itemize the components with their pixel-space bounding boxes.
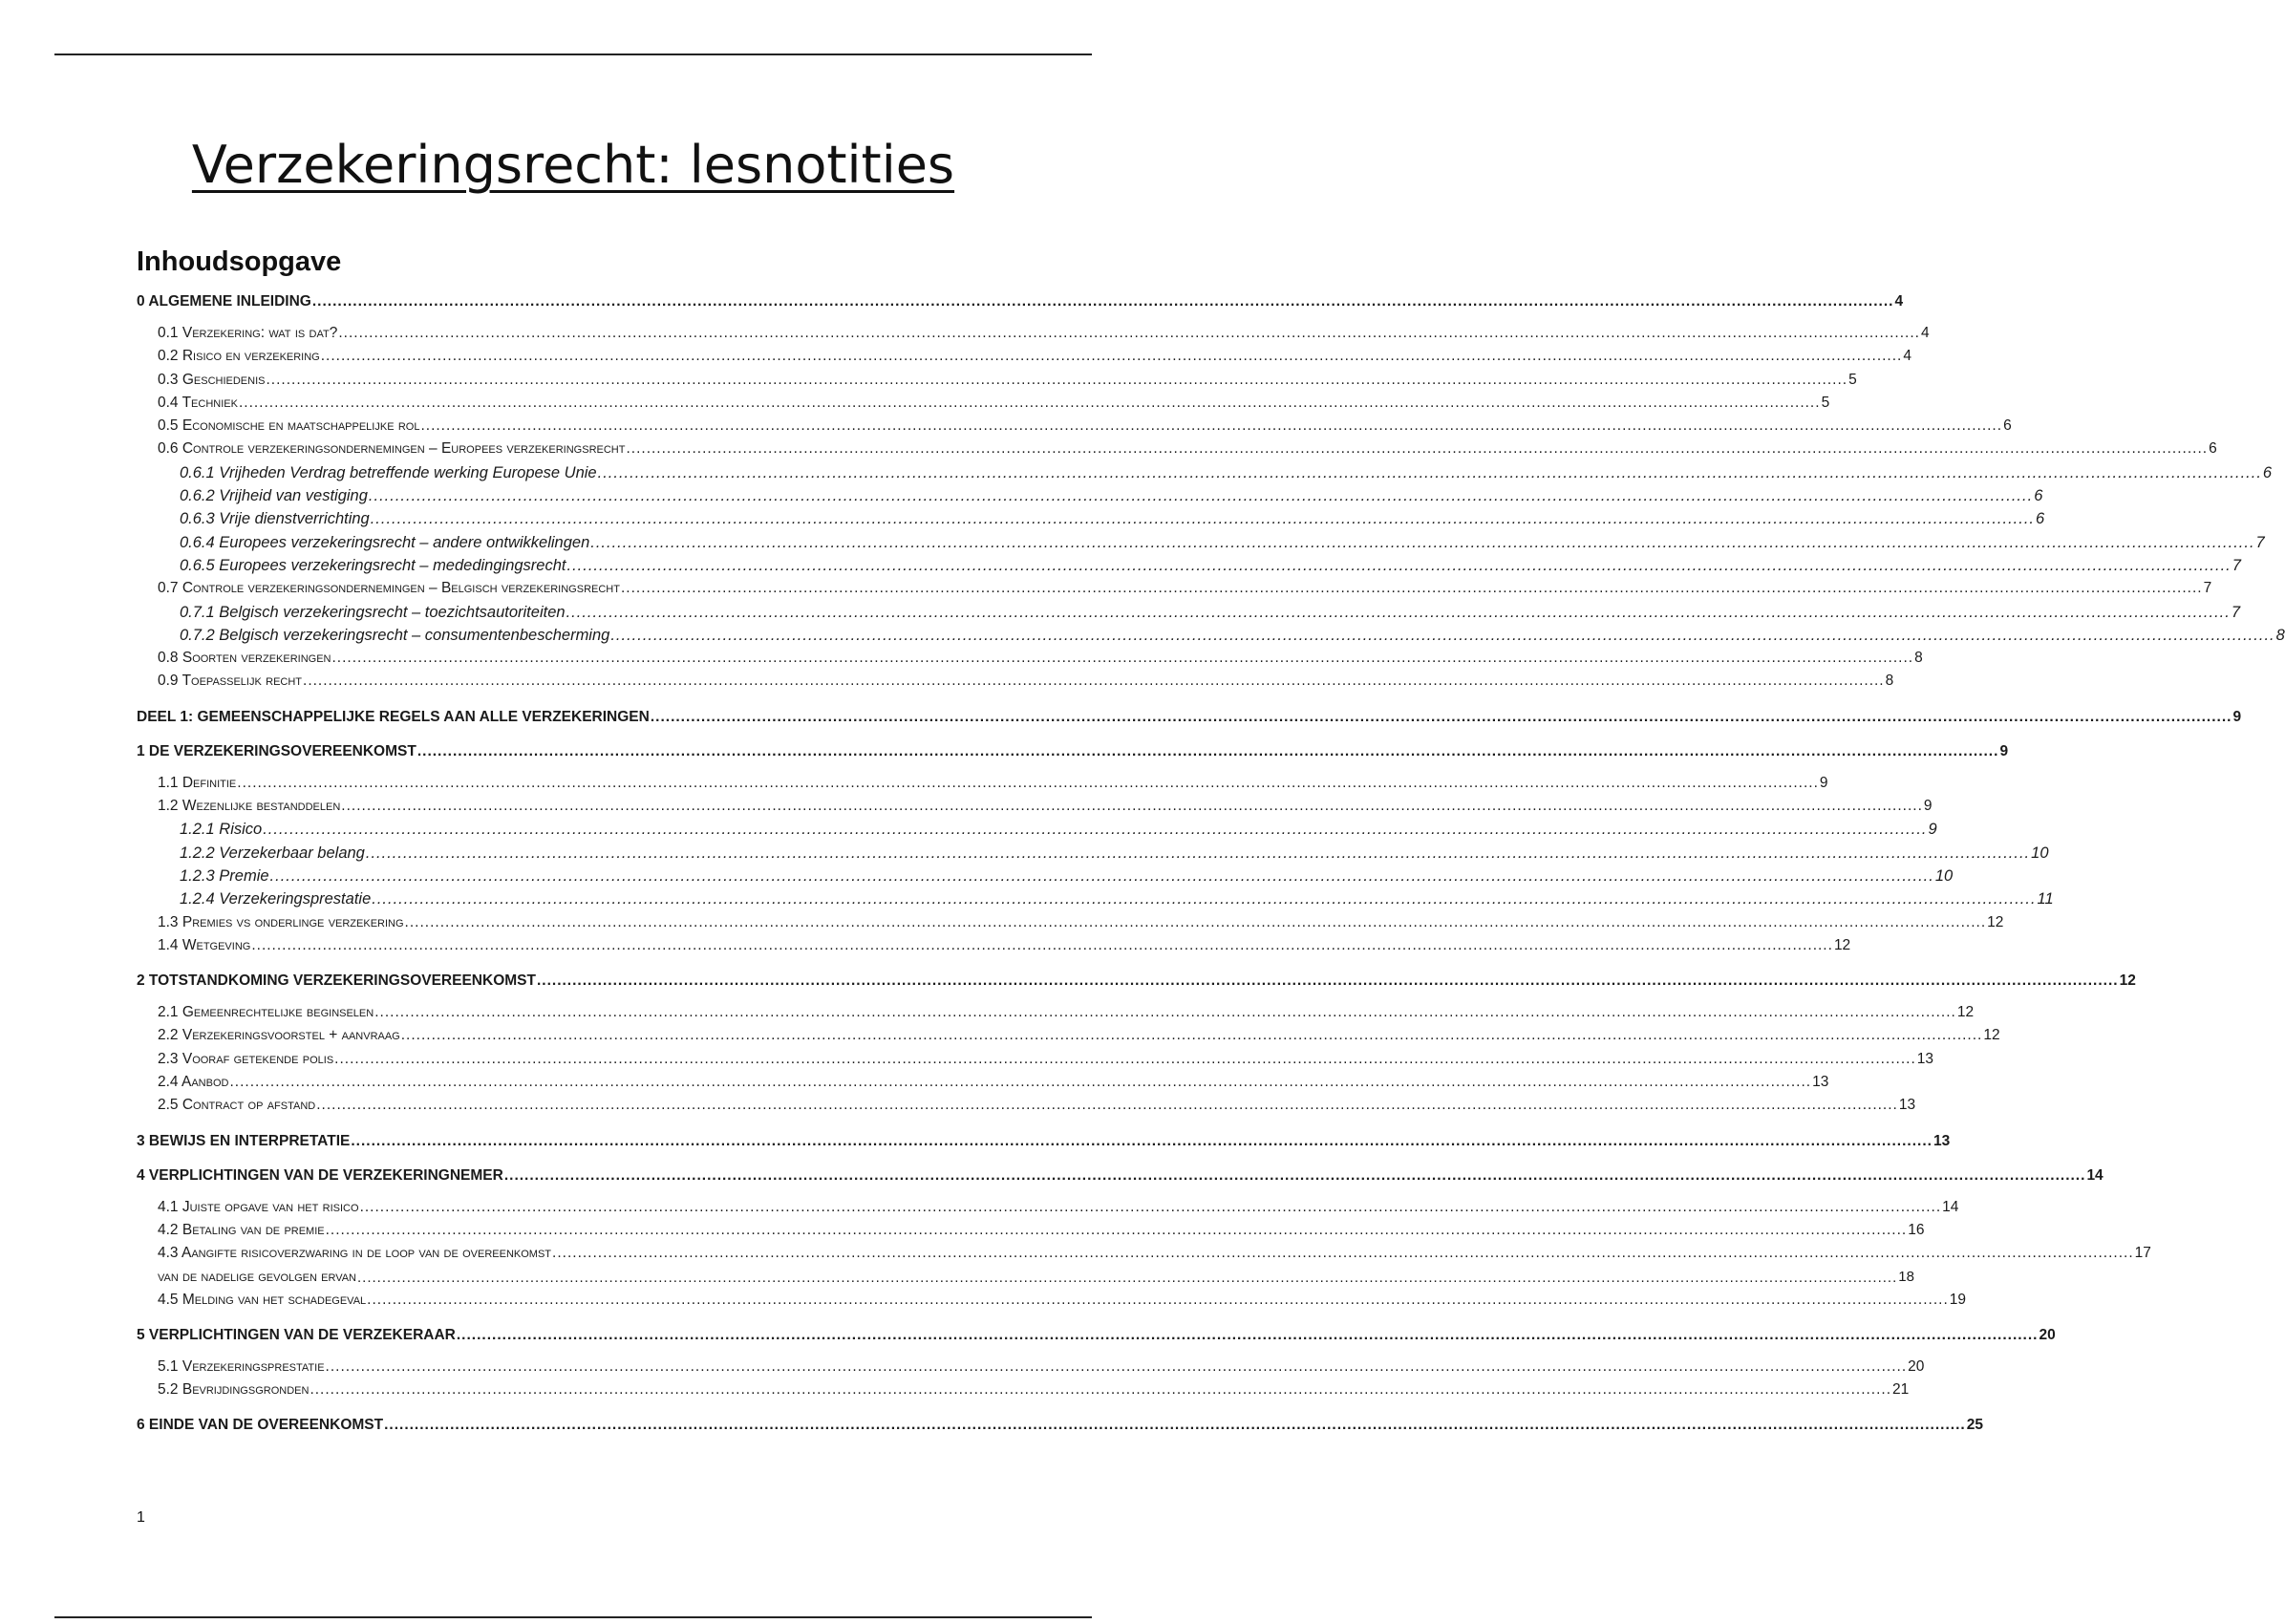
toc-entry[interactable] — [137, 601, 2241, 624]
dot-leader — [457, 1325, 2039, 1346]
dot-leader — [316, 1094, 1898, 1117]
toc-entry-label: 0.8 Soorten verzekeringen — [158, 650, 331, 667]
toc-entry-page: 21 — [1892, 1381, 1910, 1399]
toc-entry-label: DEEL 1: GEMEENSCHAPPELIJKE REGELS AAN ALLE VERZEKERINGEN — [137, 708, 650, 725]
toc-entry[interactable] — [137, 1266, 1914, 1289]
dot-leader — [598, 461, 2262, 484]
dot-leader — [303, 670, 1885, 693]
toc-entry-page: 18 — [1898, 1268, 1914, 1285]
toc-entry-page: 13 — [1812, 1074, 1829, 1091]
toc-entry-label: 5.1 Verzekeringsprestatie — [158, 1357, 325, 1375]
toc-entry-page: 20 — [2039, 1326, 2056, 1343]
dot-leader — [360, 1196, 1942, 1219]
dot-leader — [338, 322, 1920, 345]
toc-entry-label: 0.1 Verzekering: wat is dat? — [158, 325, 338, 341]
dot-leader — [420, 415, 2002, 438]
toc-entry-label: 0.6.2 Vrijheid van vestiging — [180, 487, 368, 505]
toc-entry[interactable] — [137, 345, 1911, 368]
dot-leader — [266, 369, 1847, 392]
toc-entry-label: 5 VERPLICHTINGEN VAN DE VERZEKERAAR — [137, 1326, 456, 1343]
dot-leader — [371, 507, 2035, 530]
toc-entry-page: 5 — [1848, 371, 1857, 388]
dot-leader — [610, 624, 2274, 647]
document-title: Verzekeringsrecht: lesnotities — [191, 135, 955, 195]
dot-leader — [621, 577, 2203, 600]
toc-entry-page: 6 — [2262, 463, 2273, 481]
toc-entry-label: 1.2.4 Verzekeringsprestatie — [180, 890, 372, 908]
toc-entry-label: 0.7.2 Belgisch verzekeringsrecht – consumentenbescherming — [180, 626, 610, 644]
dot-leader — [270, 865, 1934, 887]
dot-leader — [590, 531, 2254, 554]
dot-leader — [366, 842, 2030, 865]
toc-entry-page: 4 — [1894, 293, 1904, 310]
toc-entry-page: 16 — [1908, 1221, 1925, 1238]
toc-entry-label: 1.2.2 Verzekerbaar belang — [180, 844, 365, 862]
toc-entry-label: 0.6.3 Vrije dienstverrichting — [180, 510, 370, 528]
toc-entry[interactable] — [137, 507, 2045, 530]
toc-entry-label: 0.6 Controle verzekeringsondernemingen – Europees verzekeringsrecht — [158, 440, 626, 458]
toc-entry[interactable] — [137, 911, 2004, 934]
toc-entry-page: 9 — [1999, 742, 2009, 759]
toc-entry[interactable] — [137, 322, 1930, 345]
toc-entry[interactable] — [137, 772, 1828, 795]
toc-entry-page: 5 — [1821, 394, 1830, 411]
toc-entry-label: 5.2 Bevrijdingsgronden — [158, 1381, 310, 1399]
toc-entry-label: 6 EINDE VAN DE OVEREENKOMST — [137, 1417, 384, 1434]
toc-entry-label: 1.1 Definitie — [158, 774, 237, 791]
toc-entry[interactable] — [137, 795, 1933, 818]
toc-entry-page: 8 — [1914, 650, 1923, 667]
toc-entry[interactable] — [137, 647, 1923, 670]
toc-entry[interactable] — [137, 392, 1830, 415]
toc-entry-page: 9 — [1819, 774, 1828, 791]
toc-entry[interactable] — [137, 461, 2273, 484]
toc-entry[interactable] — [137, 624, 2285, 647]
toc-entry-label: 2.1 Gemeenrechtelijke beginselen — [158, 1004, 374, 1021]
toc-entry-page: 4 — [1903, 348, 1911, 365]
dot-leader — [263, 818, 1927, 841]
page-number: 1 — [137, 1509, 145, 1526]
toc-entry[interactable] — [137, 1219, 1925, 1242]
toc-entry-label: 1.3 Premies vs onderlinge verzekering — [158, 913, 404, 930]
dot-leader — [566, 601, 2231, 624]
toc-entry-label: 2.5 Contract op afstand — [158, 1097, 316, 1114]
toc-entry[interactable] — [137, 1242, 2151, 1265]
toc-heading: Inhoudsopgave — [137, 246, 342, 277]
toc-entry[interactable] — [137, 1094, 1916, 1117]
header-rule — [54, 53, 1092, 55]
toc-entry[interactable] — [137, 741, 2009, 762]
dot-leader — [237, 772, 1819, 795]
dot-leader — [367, 1289, 1949, 1312]
toc-entry[interactable] — [137, 1196, 1959, 1219]
toc-entry-page: 9 — [2232, 708, 2242, 725]
toc-entry-label: 4.5 Melding van het schadegeval — [158, 1291, 367, 1308]
toc-entry-page: 9 — [1928, 821, 1937, 839]
dot-leader — [326, 1219, 1908, 1242]
toc-entry[interactable] — [137, 1289, 1967, 1312]
toc-entry-label: 4.2 Betaling van de premie — [158, 1221, 325, 1238]
toc-entry-label: 0.6.1 Vrijheden Verdrag betreffende werking Europese Unie — [180, 463, 597, 481]
dot-leader — [341, 795, 1923, 818]
dot-leader — [405, 911, 1987, 934]
toc-entry-page: 14 — [1942, 1198, 1959, 1215]
toc-entry[interactable] — [137, 554, 2241, 577]
dot-leader — [321, 345, 1903, 368]
dot-leader — [357, 1268, 1897, 1289]
toc-entry[interactable] — [137, 670, 1894, 693]
toc-entry[interactable] — [137, 1415, 1983, 1436]
dot-leader — [537, 971, 2119, 992]
toc-entry[interactable] — [137, 1165, 2103, 1186]
dot-leader — [372, 887, 2036, 910]
toc-entry-page: 8 — [1885, 673, 1894, 690]
toc-entry-page: 7 — [2255, 533, 2265, 551]
dot-leader — [401, 1024, 1983, 1047]
dot-leader — [651, 707, 2232, 728]
toc-entry-page: 14 — [2086, 1166, 2103, 1184]
toc-entry-page: 11 — [2037, 890, 2054, 908]
toc-entry-page: 12 — [2119, 972, 2136, 990]
dot-leader — [417, 741, 1999, 762]
toc-entry-page: 7 — [2231, 603, 2241, 621]
toc-entry-page: 10 — [2031, 844, 2049, 862]
toc-entry-label: 2.3 Vooraf getekende polis — [158, 1050, 334, 1067]
toc-entry[interactable] — [137, 531, 2265, 554]
toc-entry-page: 13 — [1933, 1132, 1951, 1149]
toc-entry-page: 12 — [1987, 913, 2004, 930]
toc-entry-label: 2.4 Aanbod — [158, 1074, 229, 1091]
toc-entry[interactable] — [137, 1131, 1951, 1152]
toc-entry[interactable] — [137, 1024, 2000, 1047]
toc-entry-page: 12 — [1956, 1004, 1975, 1021]
toc-entry-page: 13 — [1916, 1050, 1934, 1067]
toc-entry[interactable] — [137, 1001, 1975, 1024]
dot-leader — [351, 1131, 1933, 1152]
dot-leader — [384, 1415, 1966, 1436]
dot-leader — [312, 291, 1894, 312]
toc-entry[interactable] — [137, 577, 2212, 600]
toc-entry-page: 9 — [1923, 798, 1933, 815]
toc-entry[interactable] — [137, 707, 2242, 728]
toc-entry[interactable] — [137, 1356, 1925, 1378]
dot-leader — [552, 1242, 2134, 1265]
toc-entry[interactable] — [137, 291, 1904, 312]
toc-entry-page: 8 — [2275, 626, 2285, 644]
toc-entry[interactable] — [137, 971, 2136, 992]
toc-entry-label: 0.7 Controle verzekeringsondernemingen – Belgisch verzekeringsrecht — [158, 580, 620, 597]
toc-entry-page: 6 — [2034, 487, 2043, 505]
toc-entry-label: 0.9 Toepasselijk recht — [158, 673, 303, 690]
toc-entry-label: 4 VERPLICHTINGEN VAN DE VERZEKERINGNEMER — [137, 1166, 503, 1184]
toc-entry[interactable] — [137, 865, 1954, 887]
toc-entry[interactable] — [137, 1048, 1934, 1071]
dot-leader — [566, 554, 2231, 577]
toc-entry-page: 6 — [2209, 440, 2217, 458]
dot-leader — [504, 1165, 2086, 1186]
toc-entry-label: 2 TOTSTANDKOMING VERZEKERINGSOVEREENKOMST — [137, 972, 536, 990]
toc-entry-page: 6 — [2003, 417, 2012, 435]
toc-entry-page: 12 — [1833, 936, 1851, 953]
toc-entry-label: 1.2.1 Risico — [180, 821, 263, 839]
dot-leader — [374, 1001, 1956, 1024]
toc-entry-page: 17 — [2134, 1245, 2151, 1262]
dot-leader — [331, 647, 1913, 670]
toc-entry-page: 10 — [1934, 866, 1954, 885]
toc-entry-label: 2.2 Verzekeringsvoorstel + aanvraag — [158, 1027, 400, 1044]
toc-entry-label: 4.1 Juiste opgave van het risico — [158, 1198, 359, 1215]
toc-entry[interactable] — [137, 369, 1857, 392]
toc-entry-page: 13 — [1898, 1097, 1916, 1114]
toc-entry[interactable] — [137, 438, 2217, 460]
toc-entry-page: 4 — [1920, 325, 1930, 341]
toc-entry-page: 20 — [1908, 1357, 1925, 1375]
toc-entry-label-continued: van de nadelige gevolgen ervan — [158, 1268, 357, 1285]
toc-entry[interactable] — [137, 415, 2012, 438]
toc-entry-label: 1.4 Wetgeving — [158, 936, 251, 953]
toc-entry[interactable] — [137, 934, 1851, 957]
dot-leader — [334, 1048, 1916, 1071]
footer-rule — [54, 1616, 1092, 1618]
dot-leader — [251, 934, 1833, 957]
toc-entry-label: 3 BEWIJS EN INTERPRETATIE — [137, 1132, 351, 1149]
toc-entry-page: 25 — [1966, 1417, 1983, 1434]
toc-entry[interactable] — [137, 887, 2054, 910]
toc-entry-page: 6 — [2036, 510, 2045, 528]
toc-entry-label: 0.3 Geschiedenis — [158, 371, 266, 388]
toc-entry-label: 0.7.1 Belgisch verzekeringsrecht – toezichtsautoriteiten — [180, 603, 566, 621]
toc-entry-label: 1.2.3 Premie — [180, 866, 269, 885]
dot-leader — [239, 392, 1821, 415]
toc-entry-label: 0.6.5 Europees verzekeringsrecht – mededingingsrecht — [180, 556, 566, 574]
table-of-contents — [137, 291, 2285, 1445]
toc-entry-label: 4.3 Aangifte risicoverzwaring in de loop van de overeenkomst — [158, 1245, 552, 1262]
toc-entry-label: 0.4 Techniek — [158, 394, 238, 411]
toc-entry[interactable] — [137, 818, 1937, 841]
toc-entry-page: 7 — [2203, 580, 2212, 597]
toc-entry[interactable] — [137, 1071, 1829, 1094]
toc-entry[interactable] — [137, 1378, 1910, 1401]
dot-leader — [310, 1378, 1891, 1401]
toc-entry-label: 0.2 Risico en verzekering — [158, 348, 320, 365]
dot-leader — [369, 484, 2033, 507]
toc-entry[interactable] — [137, 1325, 2056, 1346]
toc-entry-label: 1.2 Wezenlijke bestanddelen — [158, 798, 341, 815]
dot-leader — [229, 1071, 1811, 1094]
toc-entry-page: 12 — [1983, 1027, 2000, 1044]
toc-entry-label: 0.6.4 Europees verzekeringsrecht – andere ontwikkelingen — [180, 533, 590, 551]
toc-entry-page: 7 — [2232, 556, 2241, 574]
toc-entry-label: 0.5 Economische en maatschappelijke rol — [158, 417, 420, 435]
toc-entry-label: 1 DE VERZEKERINGSOVEREENKOMST — [137, 742, 416, 759]
toc-entry-label: 0 ALGEMENE INLEIDING — [137, 293, 311, 310]
toc-entry-page: 19 — [1949, 1291, 1967, 1308]
dot-leader — [326, 1356, 1908, 1378]
toc-entry[interactable] — [137, 484, 2043, 507]
dot-leader — [626, 438, 2208, 460]
toc-entry[interactable] — [137, 842, 2049, 865]
